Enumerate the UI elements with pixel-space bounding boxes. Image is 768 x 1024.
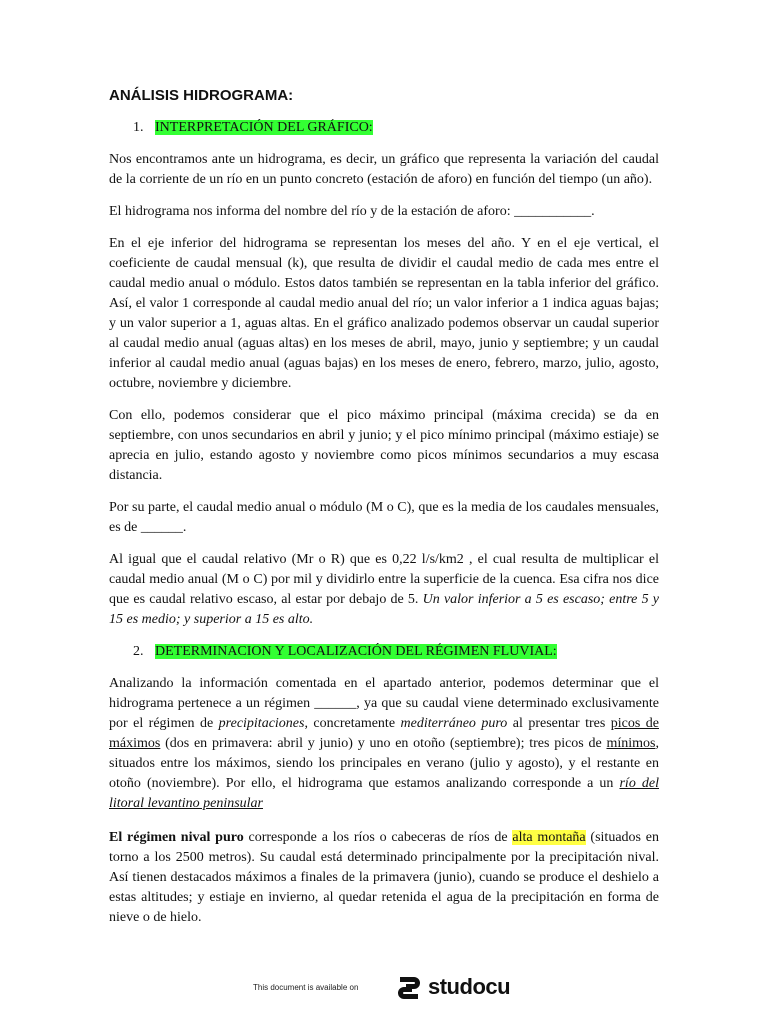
paragraph: Con ello, podemos considerar que el pico máximo principal (máxima crecida) se da en septiembre, con unos secundarios en abril y junio; y el pico mínimo principal (máximo estiaje) se aprecia en julio, estando agosto y noviembre como picos mínimos secundarios a muy escasa distancia. [109,408,659,483]
section-title: INTERPRETACIÓN DEL GRÁFICO: [155,120,373,135]
section-heading-2 [109,642,659,662]
paragraph: Al igual que el caudal relativo (Mr o R) que es 0,22 l/s/km2 , el cual resulta de multiplicar el caudal medio anual (M o C) por mil y dividirlo entre la superficie de la cuenca. Esa cifra nos dice que es caudal relativo escaso, al estar por debajo de 5. Un valor inferior a 5 es escaso; entre 5 y 15 es medio; y superior a 15 es alto. [109,552,659,627]
italic-note: Un valor inferior a 5 es escaso; entre 5 y 15 es medio; y superior a 15 es alto. [109,592,659,627]
document-page [109,86,659,940]
document-title: ANÁLISIS HIDROGRAMA: [109,87,294,104]
studocu-logo-icon[interactable] [394,973,424,1003]
paragraph: El régimen nival puro corresponde a los ríos o cabeceras de ríos de alta montaña (situados en torno a los 2500 metros). Su caudal está determinado principalmente por la precipitación nival. Así tienen destacados máximos a finales de la primavera (junio), cuando se produce el deshielo a estas altitudes; y estiaje en invierno, al quedar retenida el agua de la precipitación en forma de nieve o de hielo. [109,830,659,925]
paragraph: En el eje inferior del hidrograma se representan los meses del año. Y en el eje vertical, el coeficiente de caudal mensual (k), que resulta de dividir el caudal medio de cada mes entre el caudal medio anual o módulo. Estos datos también se representan en la tabla inferior del gráfico. Así, el valor 1 corresponde al caudal medio anual del río; un valor inferior a 1 indica aguas bajas; y un valor superior a 1, aguas altas. En el gráfico analizado podemos observar un caudal superior al caudal medio anual (aguas altas) en los meses de abril, mayo, junio y septiembre; y un caudal inferior al caudal medio anual (aguas bajas) en los meses de enero, febrero, marzo, julio, agosto, octubre, noviembre y diciembre. [109,236,659,391]
section-heading-1 [109,118,659,138]
section-number: 1. [133,120,144,135]
paragraph: Por su parte, el caudal medio anual o módulo (M o C), que es la media de los caudales mensuales, es de ______. [109,500,659,535]
paragraph: Analizando la información comentada en el apartado anterior, podemos determinar que el hidrograma pertenece a un régimen ______, ya que su caudal viene determinado exclusivamente por el régimen de precipitaciones, concretamente mediterráneo puro al presentar tres picos de máximos (dos en primavera: abril y junio) y uno en otoño (septiembre); tres picos de mínimos, situados entre los máximos, siendo los principales en verano (julio y agosto), y el restante en otoño (noviembre). Por ello, el hidrograma que estamos analizando corresponde a un río del litoral levantino peninsular [109,676,659,811]
studocu-brand[interactable]: studocu [428,974,511,999]
paragraph: Nos encontramos ante un hidrograma, es decir, un gráfico que representa la variación del caudal de la corriente de un río en un punto concreto (estación de aforo) en función del tiempo (un año). [109,152,659,187]
highlight: alta montaña [512,830,586,845]
section-title: DETERMINACION Y LOCALIZACIÓN DEL RÉGIMEN FLUVIAL: [155,644,557,659]
section-number: 2. [133,644,144,659]
studocu-footer [0,970,768,1006]
paragraph: El hidrograma nos informa del nombre del río y de la estación de aforo: ___________. [109,204,595,219]
footer-available-text: This document is available on [253,983,359,992]
